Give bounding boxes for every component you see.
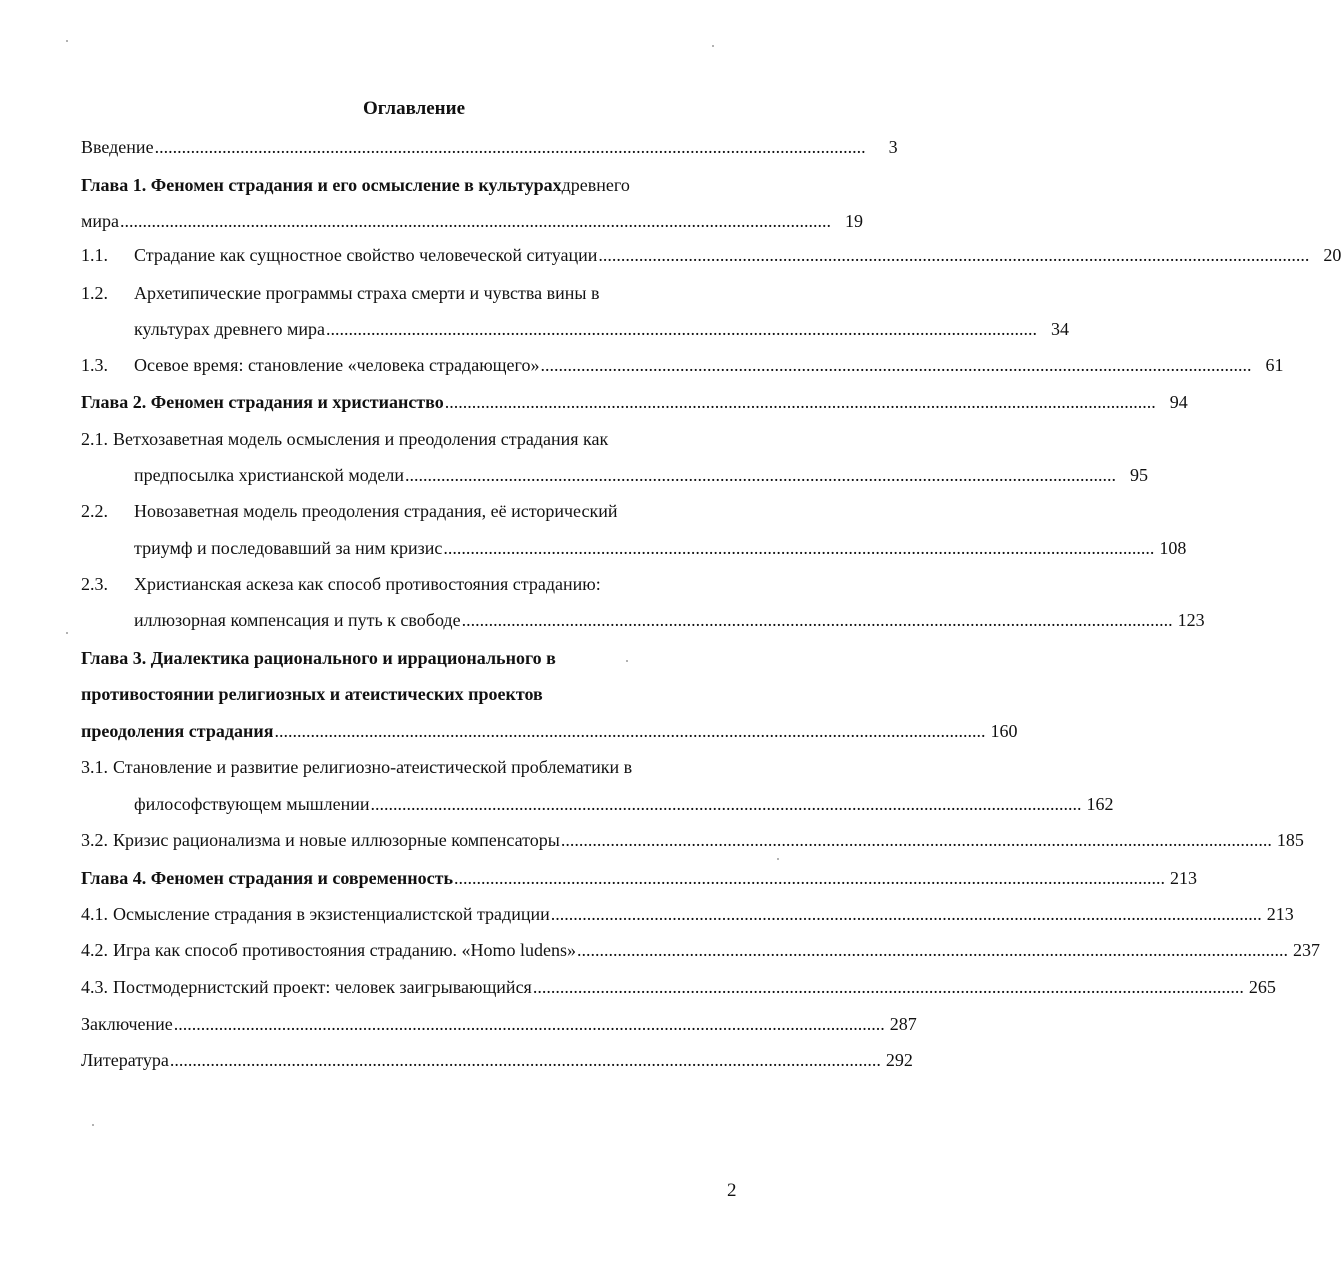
toc-entry-conclusion [81, 1011, 917, 1037]
toc-entry-text: противостоянии религиозных и атеистических проектов [81, 684, 543, 704]
leader-dots: .............................................................................................................................................................. [326, 319, 1038, 339]
leader-dots: .............................................................................................................................................................. [370, 794, 1082, 814]
toc-entry-chapter-1-cont [81, 208, 864, 234]
leader-dots: .............................................................................................................................................................. [560, 830, 1272, 850]
leader-dots: .............................................................................................................................................................. [404, 465, 1116, 485]
toc-entry-1-2-cont [134, 316, 1070, 342]
toc-entry-text: мира [81, 211, 120, 231]
leader-dots: .............................................................................................................................................................. [598, 245, 1310, 265]
leader-dots: .............................................................................................................................................................. [444, 392, 1156, 412]
toc-entry-1-1 [81, 242, 1341, 268]
toc-entry-2-1 [81, 426, 743, 452]
toc-page-number: 94 [1169, 392, 1188, 412]
toc-entry-number: 4.1. [81, 904, 108, 924]
toc-entry-text: Осмысление страдания в экзистенциалистской традиции [113, 904, 550, 924]
toc-entry-text: Игра как способ противостояния страданию. «Homo ludens» [113, 940, 577, 960]
toc-entry-chapter-1 [81, 172, 743, 198]
toc-page-number: 123 [1177, 610, 1205, 630]
toc-entry-text: Заключение [81, 1014, 173, 1034]
toc-entry-3-1-cont [134, 791, 1114, 817]
toc-entry-4-2 [81, 937, 1321, 963]
toc-entry-text: Кризис рационализма и новые иллюзорные компенсаторы [113, 830, 560, 850]
toc-page-number: 34 [1051, 319, 1070, 339]
toc-entry-text: Глава 4. Феномен страдания и современность [81, 868, 453, 888]
scan-speck [92, 1124, 94, 1126]
toc-entry-number: 1.3. [81, 355, 108, 375]
toc-page-number: 61 [1265, 355, 1284, 375]
toc-page-number: 213 [1266, 904, 1294, 924]
toc-entry-text: философствующем мышлении [134, 794, 370, 814]
toc-page-number: 95 [1129, 465, 1148, 485]
toc-page-number: 213 [1169, 868, 1197, 888]
scan-speck [712, 45, 714, 47]
leader-dots: .............................................................................................................................................................. [173, 1014, 885, 1034]
toc-entry-number: 3.1. [81, 757, 108, 777]
toc-entry-bibliography [81, 1047, 913, 1073]
toc-entry-chapter-2 [81, 389, 1188, 415]
toc-entry-number: 4.2. [81, 940, 108, 960]
toc-entry-chapter-4 [81, 865, 1197, 891]
toc-entry-1-3 [81, 352, 1284, 378]
toc-entry-text: предпосылка христианской модели [134, 465, 404, 485]
toc-entry-2-3 [81, 571, 743, 597]
toc-entry-text: Страдание как сущностное свойство человеческой ситуации [134, 245, 598, 265]
toc-entry-number: 4.3. [81, 977, 108, 997]
leader-dots: .............................................................................................................................................................. [550, 904, 1262, 924]
toc-entry-text: Глава 1. Феномен страдания и его осмысление в культурах [81, 175, 562, 195]
toc-entry-number: 2.3. [81, 574, 108, 594]
scan-speck [777, 858, 779, 860]
toc-page-number: 19 [845, 211, 864, 231]
toc-entry-chapter-3-cont-2 [81, 718, 1018, 744]
leader-dots: .............................................................................................................................................................. [169, 1050, 881, 1070]
toc-entry-2-3-cont [134, 607, 1205, 633]
toc-entry-text: триумф и последовавший за ним кризис [134, 538, 443, 558]
toc-entry-text: Введение [81, 137, 154, 157]
toc-entry-3-2 [81, 827, 1304, 853]
toc-entry-text: Новозаветная модель преодоления страдания, её исторический [134, 501, 618, 521]
toc-entry-text: иллюзорная компенсация и путь к свободе [134, 610, 461, 630]
leader-dots: .............................................................................................................................................................. [154, 137, 866, 157]
toc-entry-2-2-cont [134, 535, 1187, 561]
leader-dots: .............................................................................................................................................................. [453, 868, 1165, 888]
toc-entry-number: 1.1. [81, 245, 108, 265]
toc-entry-number: 2.1. [81, 429, 108, 449]
leader-dots: .............................................................................................................................................................. [461, 610, 1173, 630]
leader-dots: .............................................................................................................................................................. [540, 355, 1252, 375]
toc-entry-chapter-3 [81, 645, 743, 671]
toc-page-number: 287 [889, 1014, 917, 1034]
toc-entry-4-1 [81, 901, 1294, 927]
toc-page-number: 3 [888, 137, 898, 157]
scan-speck [66, 40, 68, 42]
toc-entry-2-1-cont [134, 462, 1148, 488]
toc-entry-2-2 [81, 498, 743, 524]
toc-entry-text: Архетипические программы страха смерти и чувства вины в [134, 283, 600, 303]
toc-entry-text: преодоления страдания [81, 721, 274, 741]
toc-entry-chapter-3-cont-1 [81, 681, 743, 707]
toc-entry-text: Христианская аскеза как способ противостояния страданию: [134, 574, 601, 594]
leader-dots: .............................................................................................................................................................. [120, 211, 832, 231]
toc-entry-text: Ветхозаветная модель осмысления и преодоления страдания как [113, 429, 609, 449]
toc-page-number: 237 [1293, 940, 1321, 960]
toc-page-number: 20 [1323, 245, 1341, 265]
toc-entry-4-3 [81, 974, 1276, 1000]
toc-entry-text: Осевое время: становление «человека страдающего» [134, 355, 540, 375]
leader-dots: .............................................................................................................................................................. [577, 940, 1289, 960]
toc-entry-text: Литература [81, 1050, 169, 1070]
toc-page-number: 265 [1248, 977, 1276, 997]
leader-dots: .............................................................................................................................................................. [274, 721, 986, 741]
toc-entry-text: культурах древнего мира [134, 319, 326, 339]
toc-page-number: 162 [1086, 794, 1114, 814]
scan-speck [66, 632, 68, 634]
toc-page-number: 160 [990, 721, 1018, 741]
toc-entry-number: 1.2. [81, 283, 108, 303]
toc-entry-1-2 [81, 280, 743, 306]
page-number: 2 [727, 1180, 737, 1201]
toc-entry-number: 3.2. [81, 830, 108, 850]
toc-entry-text: Глава 2. Феномен страдания и христианство [81, 392, 444, 412]
leader-dots: .............................................................................................................................................................. [443, 538, 1155, 558]
toc-page-number: 185 [1276, 830, 1304, 850]
toc-entry-number: 2.2. [81, 501, 108, 521]
toc-entry-text: Глава 3. Диалектика рационального и иррационального в [81, 648, 556, 668]
toc-entry-text-tail: древнего [561, 175, 630, 195]
toc-entry-introduction [81, 134, 898, 160]
toc-entry-text: Становление и развитие религиозно-атеистической проблематики в [113, 757, 633, 777]
toc-entry-3-1 [81, 754, 743, 780]
toc-page-number: 292 [885, 1050, 913, 1070]
toc-title: Оглавление [362, 98, 466, 119]
toc-entry-text: Постмодернистский проект: человек заигрывающийся [113, 977, 532, 997]
scan-speck [626, 660, 628, 662]
toc-page-number: 108 [1159, 538, 1187, 558]
leader-dots: .............................................................................................................................................................. [532, 977, 1244, 997]
